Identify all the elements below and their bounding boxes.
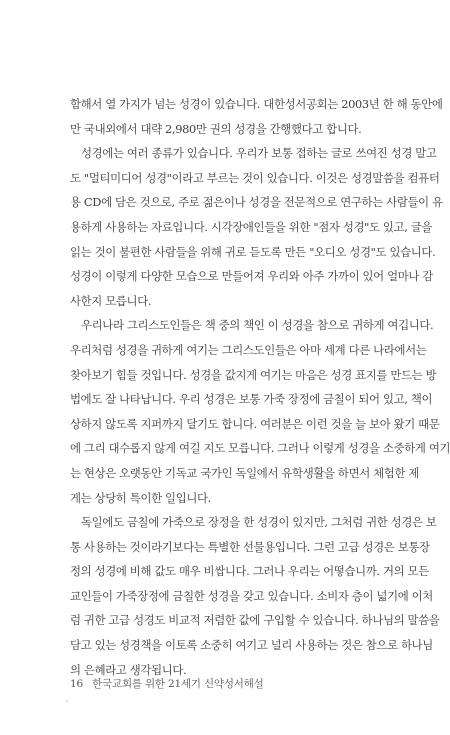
page-footer (70, 676, 264, 691)
text-line: 찾아보기 힘들 것입니다. 성경을 값지게 여기는 마음은 성경 표지를 만드는 방 (70, 367, 437, 382)
text-line: 용 CD에 담은 것으로, 주로 젊은이나 성경을 전문적으로 연구하는 사람들이 유 (70, 195, 443, 210)
text-line: 우리처럼 성경을 귀하게 여기는 그리스도인들은 아마 세계 다른 나라에서는 (70, 342, 427, 357)
text-line: 성경이 이렇게 다양한 모습으로 만들어져 우리와 아주 가까이 있어 얼마나 감 (70, 269, 433, 284)
paragraph-4 (70, 510, 440, 682)
text-line: 독일에도 금칠에 가죽으로 장정을 한 성경이 있지만, 그처럼 귀한 성경은 보 (81, 515, 437, 530)
text-line: 럼 귀한 고급 성경도 비교적 저렴한 값에 구입할 수 있습니다. 하나님의 말씀을 (70, 613, 440, 628)
text-line: 성경에는 여러 종류가 있습니다. 우리가 보통 접하는 글로 쓰여진 성경 말고 (81, 146, 437, 161)
running-title: 한국교회를 위한 21세기 신약성서해설 (92, 678, 264, 690)
body-text (70, 92, 450, 682)
text-line: 는 현상은 오랫동안 기독교 국가인 독일에서 유학생활을 하면서 체험한 제 (70, 465, 420, 480)
page-number: 16 (70, 678, 83, 690)
text-line: 게는 상당히 특이한 일입니다. (70, 490, 211, 505)
text-line: 읽는 것이 불편한 사람들을 위해 귀로 듣도록 만든 "오디오 성경"도 있습니다. (70, 244, 436, 259)
text-line: 담고 있는 성경책을 이토록 소중히 여기고 널리 사용하는 것은 참으로 하나님 (70, 638, 433, 653)
text-line: 우리나라 그리스도인들은 책 중의 책인 이 성경을 참으로 귀하게 여깁니다. (81, 318, 434, 333)
text-line: 통 사용하는 것이라기보다는 특별한 선물용입니다. 그런 고급 성경은 보통장 (70, 539, 430, 554)
text-line: 사한지 모릅니다. (70, 293, 152, 308)
text-line: 도 "멀티미디어 성경"이라고 부르는 것이 있습니다. 이것은 성경말씀을 컴퓨터 (70, 170, 440, 185)
paragraph-3 (70, 313, 450, 510)
text-line: 의 은혜라고 생각됩니다. (70, 662, 187, 677)
text-line: 만 국내외에서 대략 2,980만 권의 성경을 간행했다고 합니다. (70, 121, 362, 136)
text-line: 법에도 잘 나타납니다. 우리 성경은 보통 가죽 장정에 금칠이 되어 있고, 책이 (70, 392, 433, 407)
scan-speck (66, 700, 68, 702)
text-line: 에 그리 대수롭지 않게 여길 지도 모릅니다. 그러나 이렇게 성경을 소중하게 여기 (70, 441, 450, 456)
text-line: 정의 성경에 비해 값도 매우 비쌉니다. 그러나 우리는 어떻습니까. 거의 모든 (70, 564, 429, 579)
text-line: 상하지 않도록 지퍼까지 달기도 합니다. 여러분은 이런 것을 늘 보아 왔기 때문 (70, 416, 440, 431)
text-line: 교인들이 가죽장정에 금칠한 성경을 갖고 있습니다. 소비자 층이 넓기에 이처 (70, 588, 433, 603)
text-line: 용하게 사용하는 자료입니다. 시각장애인들을 위한 "점자 성경"도 있고, 글을 (70, 219, 433, 234)
text-line: 함해서 열 가지가 넘는 성경이 있습니다. 대한성서공회는 2003년 한 해 동안에 (70, 97, 443, 111)
paragraph-2 (70, 141, 443, 313)
paragraph-1 (70, 92, 443, 141)
